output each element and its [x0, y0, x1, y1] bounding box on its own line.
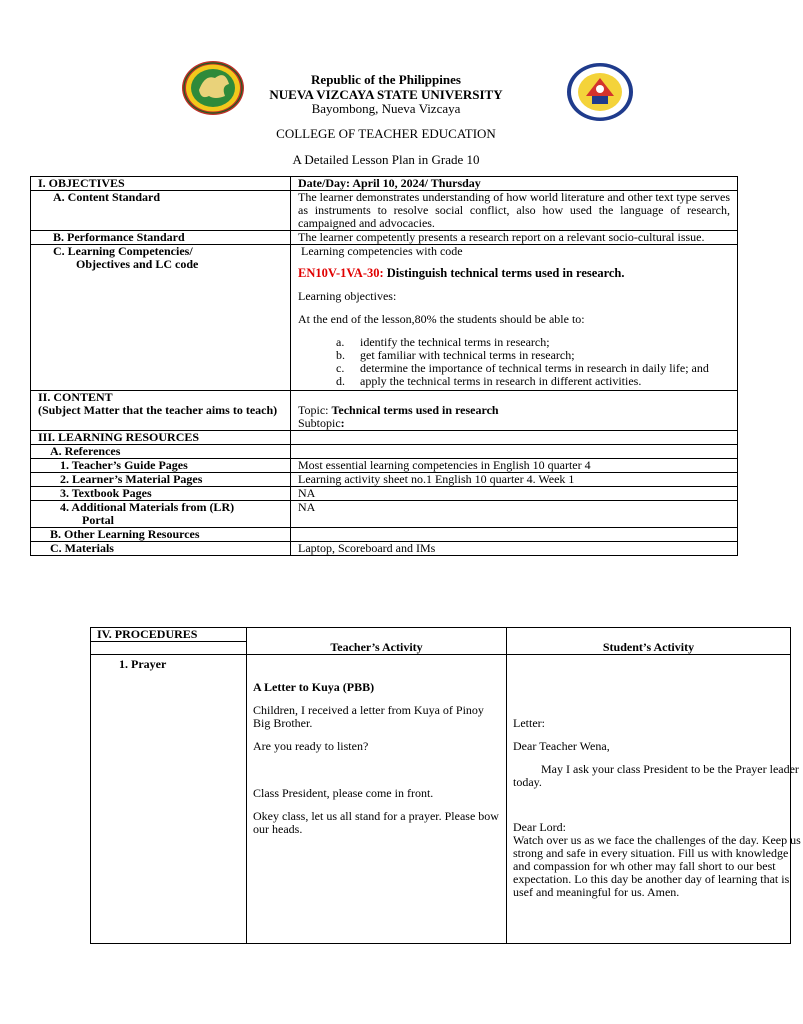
performance-standard-label: B. Performance Standard [31, 231, 291, 245]
college-name: COLLEGE OF TEACHER EDUCATION [276, 126, 496, 141]
lc-line [298, 267, 730, 280]
university-address: Bayombong, Nueva Vizcaya [311, 101, 461, 116]
topic: Technical terms used in research [331, 403, 499, 417]
learners-material-value: Learning activity sheet no.1 English 10 quarter 4. Week 1 [291, 473, 738, 487]
teacher-line: Children, I received a letter from Kuya of Pinoy Big Brother. [253, 703, 484, 730]
topic-cell [291, 391, 738, 431]
objectives-lead: At the end of the lesson,80% the students should be able to: [298, 312, 585, 326]
textbook-value: NA [291, 487, 738, 501]
table-row [31, 487, 738, 501]
table-row [31, 501, 738, 528]
teachers-guide-value: Most essential learning competencies in English 10 quarter 4 [291, 459, 738, 473]
content-standard-label: A. Content Standard [31, 191, 291, 231]
additional-materials-label: 4. Additional Materials from (LR) Portal [31, 501, 291, 528]
republic-line: Republic of the Philippines [311, 72, 461, 87]
list-item: d. apply the technical terms in research in different activities. [336, 374, 642, 388]
table-row [31, 528, 738, 542]
list-item: b. get familiar with technical terms in research; [336, 348, 575, 362]
teacher-line: Okey class, let us all stand for a prayer. Please bow our heads. [253, 809, 499, 836]
references-label: A. References [31, 445, 291, 459]
table-row [91, 655, 791, 944]
lc-code: EN10V-1VA-30: [298, 266, 384, 280]
table-row [31, 231, 738, 245]
content-standard: The learner demonstrates understanding of how world literature and other text type serves as instruments to resolve social conflict, also how used the language of research, campaigned and advocacies. [291, 191, 738, 231]
textbook-label: 3. Textbook Pages [31, 487, 291, 501]
table-row [31, 459, 738, 473]
list-item: c. determine the importance of technical terms in research in daily life; and [336, 361, 709, 375]
subtopic-line: Subtopic: [298, 416, 345, 430]
table-row [31, 542, 738, 556]
teacher-activity [247, 655, 507, 944]
lesson-plan-table [30, 176, 738, 556]
lc-label-line1: C. Learning Competencies/ [53, 244, 193, 258]
list-item: a. identify the technical terms in research; [336, 335, 550, 349]
lesson-date: Date/Day: April 10, 2024/ Thursday [291, 177, 738, 191]
resources-heading: III. LEARNING RESOURCES [31, 431, 291, 445]
student-line: Letter: [513, 716, 545, 730]
lc-with-code: Learning competencies with code [301, 244, 463, 258]
student-prayer: Watch over us as we face the challenges of the day. Keep us strong and safe in every situation. Fill us with knowledge and compassion for wh other may fall short to our best expectation. Lo this day be another day of learning that is usef and meaningful for us. Amen. [513, 833, 801, 899]
topic-line: Topic: Technical terms used in research [298, 403, 499, 417]
content-heading: II. CONTENT [38, 390, 113, 404]
lc-text: Distinguish technical terms used in research. [386, 266, 625, 280]
student-line: May I ask your class President to be the Prayer leader today. [513, 762, 799, 789]
objectives-list [298, 336, 730, 388]
activity-title: A Letter to Kuya (PBB) [253, 680, 375, 694]
materials-value: Laptop, Scoreboard and IMs [291, 542, 738, 556]
student-activity [507, 655, 801, 944]
teacher-activity-header: Teacher’s Activity [247, 628, 507, 655]
teacher-line: Are you ready to listen? [253, 739, 369, 753]
additional-materials-value: NA [291, 501, 738, 528]
table-row [31, 245, 738, 391]
procedures-table [90, 627, 801, 944]
learners-material-label: 2. Learner’s Material Pages [31, 473, 291, 487]
teacher-line: Class President, please come in front. [253, 786, 434, 800]
student-line: Dear Teacher Wena, [513, 739, 610, 753]
learning-competencies-label [31, 245, 291, 391]
table-row [31, 431, 738, 445]
table-row [31, 177, 738, 191]
procedures-heading: IV. PROCEDURES [91, 628, 247, 642]
performance-standard: The learner competently presents a research report on a relevant socio-cultural issue. [291, 231, 738, 245]
table-row [91, 628, 791, 642]
table-row [31, 191, 738, 231]
prayer-step: 1. Prayer [91, 655, 247, 944]
table-row [31, 445, 738, 459]
plan-title: A Detailed Lesson Plan in Grade 10 [292, 152, 480, 167]
learning-competencies-cell [291, 245, 738, 391]
objectives-heading: I. OBJECTIVES [31, 177, 291, 191]
content-heading-cell [31, 391, 291, 431]
table-row [31, 473, 738, 487]
other-resources-label: B. Other Learning Resources [31, 528, 291, 542]
objectives-intro: Learning objectives: [298, 289, 397, 303]
lc-label-line2: Objectives and LC code [76, 257, 199, 271]
student-line: Dear Lord: [513, 820, 566, 834]
student-activity-header: Student’s Activity [507, 628, 791, 655]
table-row [31, 391, 738, 431]
materials-label: C. Materials [31, 542, 291, 556]
university-name: NUEVA VIZCAYA STATE UNIVERSITY [269, 87, 503, 102]
content-sub: (Subject Matter that the teacher aims to teach) [38, 403, 278, 417]
teachers-guide-label: 1. Teacher’s Guide Pages [31, 459, 291, 473]
